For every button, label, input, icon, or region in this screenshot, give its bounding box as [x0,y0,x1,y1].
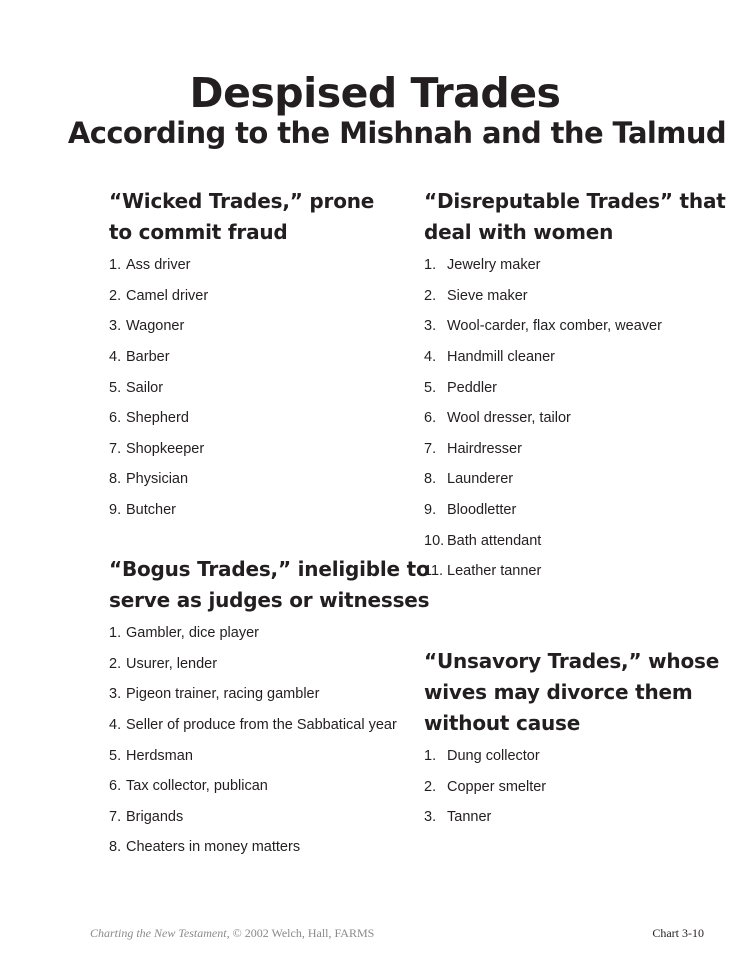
item-text: Launderer [447,471,514,488]
item-number: 1. [424,748,437,765]
list-item [424,802,546,833]
item-text: Shepherd [126,410,189,427]
list-item [424,741,546,772]
copyright-text: © 2002 Welch, Hall, FARMS [229,926,375,940]
list-item [424,403,662,434]
item-text: Pigeon trainer, racing gambler [126,686,320,703]
item-number: 7. [424,440,437,457]
item-number: 8. [109,839,122,856]
list-item [109,495,208,526]
item-number: 3. [424,318,437,335]
item-text: Barber [126,349,170,366]
list-item [109,464,208,495]
item-number: 3. [109,318,122,335]
item-number: 3. [109,686,122,703]
list-item [424,342,662,373]
list-item [109,250,208,281]
item-text: Wool-carder, flax comber, weaver [447,318,662,335]
list-item [109,832,397,863]
list-item [109,618,397,649]
item-text: Usurer, lender [126,655,218,672]
item-number: 1. [109,625,122,642]
disreputable-trades-list [424,250,662,587]
book-title: Charting the New Testament, [90,926,230,940]
item-text: Peddler [447,379,497,396]
item-number: 6. [109,778,122,795]
item-text: Copper smelter [447,778,547,795]
item-number: 5. [109,379,122,396]
item-text: Cheaters in money matters [126,839,301,856]
item-number: 2. [109,287,122,304]
heading-line: “Bogus Trades,” ineligible to [109,557,430,581]
list-item [424,372,662,403]
list-item [109,679,397,710]
bogus-trades-heading [109,554,430,616]
item-text: Tax collector, publican [126,778,268,795]
item-text: Handmill cleaner [447,349,555,366]
item-text: Physician [126,471,189,488]
list-item [424,525,662,556]
list-item [424,434,662,465]
heading-line: to commit fraud [109,220,288,244]
item-text: Wagoner [126,318,185,335]
list-item [109,434,208,465]
list-item [109,281,208,312]
item-number: 4. [424,349,437,366]
heading-line: deal with women [424,220,614,244]
unsavory-trades-list [424,741,546,833]
list-item [424,772,546,803]
item-number: 5. [109,747,122,764]
item-number: 8. [424,471,437,488]
heading-line: “Disreputable Trades” that [424,189,726,213]
list-item [424,464,662,495]
item-text: Tanner [447,809,492,826]
disreputable-trades-heading [424,186,726,248]
item-text: Hairdresser [447,440,522,457]
list-item [109,771,397,802]
item-text: Bath attendant [447,532,542,549]
item-text: Camel driver [126,287,209,304]
page-title: Despised Trades [189,69,561,117]
list-item [109,710,397,741]
item-number: 2. [109,655,122,672]
heading-line: without cause [424,711,581,735]
list-item [424,281,662,312]
item-text: Shopkeeper [126,440,205,457]
item-text: Herdsman [126,747,193,764]
wicked-trades-heading [109,186,374,248]
item-text: Bloodletter [447,502,517,519]
item-text: Seller of produce from the Sabbatical year [126,717,397,734]
unsavory-trades-heading [424,646,719,739]
item-number: 5. [424,379,437,396]
item-number: 6. [109,410,122,427]
list-item [424,556,662,587]
item-number: 9. [109,502,122,519]
item-number: 6. [424,410,437,427]
list-item [424,250,662,281]
list-item [109,342,208,373]
item-number: 3. [424,809,437,826]
list-item [424,495,662,526]
item-number: 7. [109,440,122,457]
item-number: 4. [109,717,122,734]
item-text: Jewelry maker [447,257,541,274]
item-number: 1. [109,257,122,274]
bogus-trades-list [109,618,397,863]
list-item [109,372,208,403]
heading-line: “Wicked Trades,” prone [109,189,375,213]
item-number: 4. [109,349,122,366]
item-text: Sieve maker [447,287,528,304]
item-number: 1. [424,257,437,274]
item-number: 7. [109,808,122,825]
item-number: 9. [424,502,437,519]
heading-line: “Unsavory Trades,” whose [424,649,720,673]
item-number: 11. [424,563,444,580]
list-item [424,311,662,342]
chart-number: Chart 3-10 [652,926,704,940]
list-item [109,802,397,833]
item-text: Ass driver [126,257,191,274]
page-subtitle: According to the Mishnah and the Talmud [67,116,727,150]
heading-line: wives may divorce them [424,680,693,704]
list-item [109,740,397,771]
item-text: Leather tanner [447,563,542,580]
list-item [109,649,397,680]
item-text: Butcher [126,502,176,519]
item-number: 10. [424,532,445,549]
list-item [109,311,208,342]
wicked-trades-list [109,250,208,525]
item-number: 2. [424,778,437,795]
item-text: Gambler, dice player [126,625,259,642]
item-text: Sailor [126,379,164,396]
item-number: 8. [109,471,122,488]
item-text: Brigands [126,808,184,825]
footer-credit [90,926,374,941]
item-text: Dung collector [447,748,540,765]
item-text: Wool dresser, tailor [447,410,571,427]
item-number: 2. [424,287,437,304]
list-item [109,403,208,434]
heading-line: serve as judges or witnesses [109,588,430,612]
